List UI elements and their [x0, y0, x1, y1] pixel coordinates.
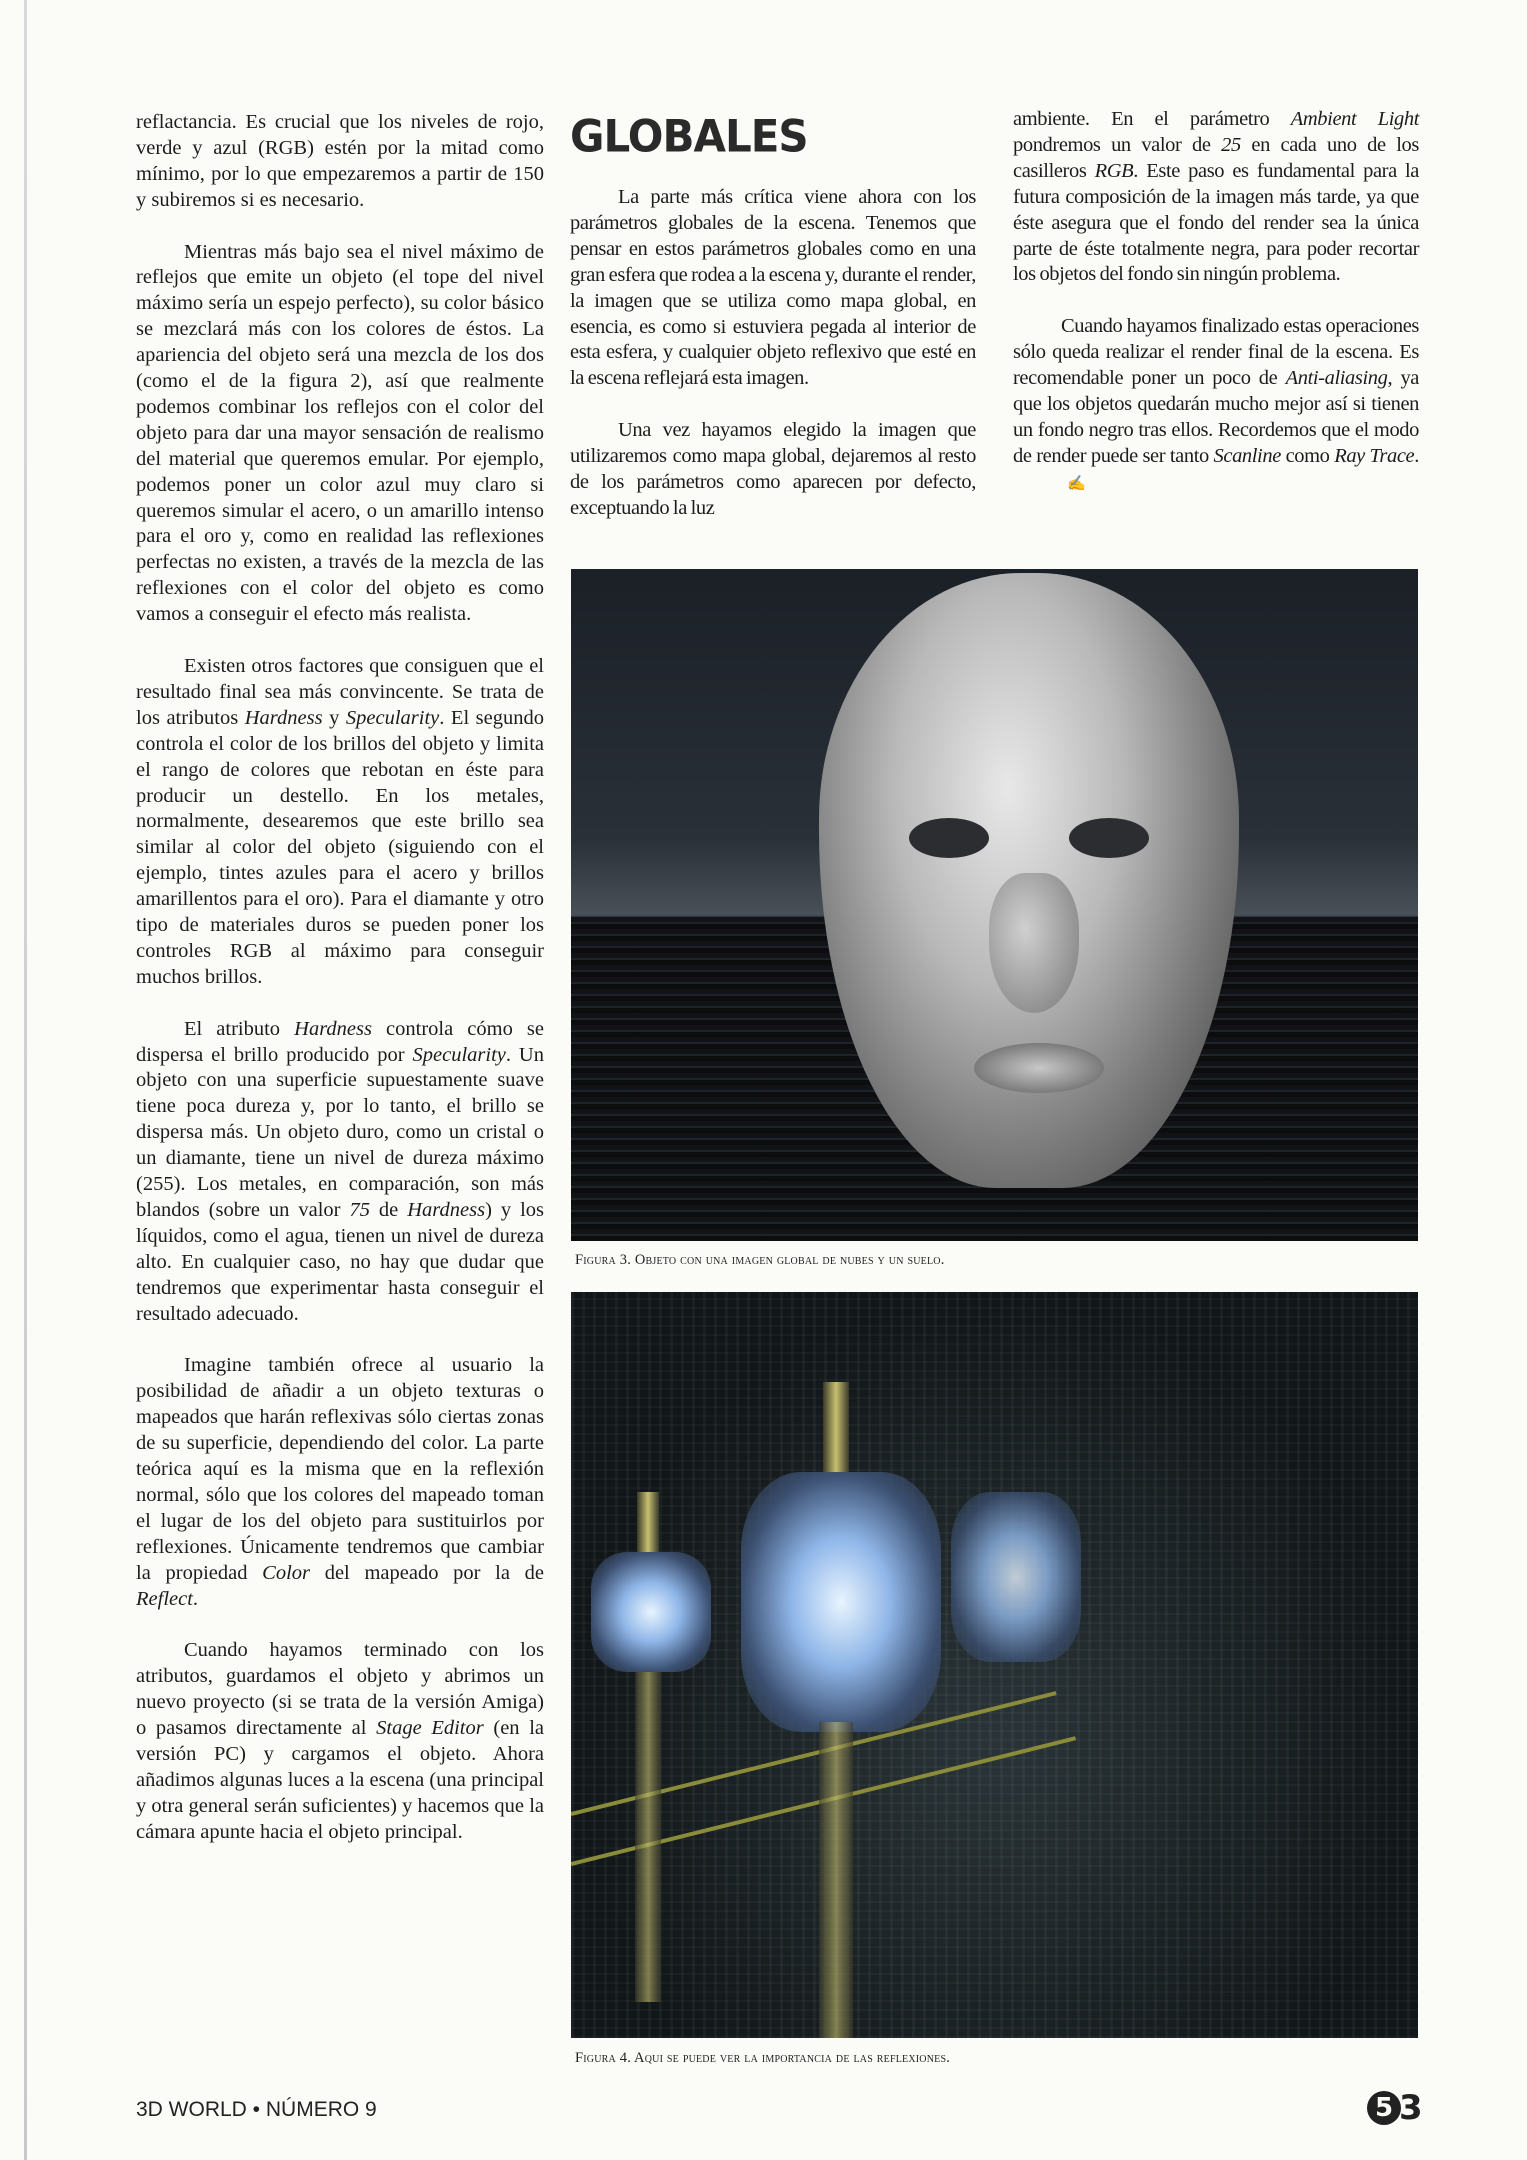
text-run: ) y los líquidos, como el agua, tienen un nivel de dureza alto. En cualquier caso, no hay que dudar que tendremos que experimentar hasta conseguir el resultado adecuado. [136, 1199, 544, 1325]
page-number-rest: 3 [1399, 2088, 1423, 2128]
text-run: de [369, 1199, 408, 1222]
italic-term: Reflect [136, 1587, 193, 1610]
text-run: . Un objeto con una superficie supuestamente suave tiene poca dureza y, por lo tanto, el brillo se dispersa más. Un objeto duro, como un cristal o un diamante, tiene un nivel de dureza máximo (255). Los metales, en comparación, son más blandos (sobre un valor [136, 1043, 544, 1222]
column-left [136, 110, 544, 1872]
text-run: ambiente. En el parámetro [1013, 108, 1291, 130]
right-eye [1069, 818, 1149, 858]
column-right [1013, 107, 1419, 523]
mouth [974, 1043, 1104, 1093]
text-run: reflactancia. Es crucial que los niveles de rojo, verde y azul (RGB) estén por la mitad como mínimo, por lo que empezaremos a partir de 150 y subiremos si es necesario. [136, 111, 544, 211]
text-run: . El segundo controla el color de los brillos del objeto y limita el rango de colores que rebotan en éste para producir un destello. En los metales, normalmente, desearemos que este brillo sea similar al color del objeto (siguiendo con el ejemplo, tintes azules para el acero y brillos amarillentos para el oro). Para el diamante y otro tipo de materiales duros se pueden poner los controles RGB al máximo para conseguir muchos brillos. [136, 706, 545, 988]
text-run: pondremos un valor de [1013, 133, 1222, 156]
italic-term: Hardness [407, 1199, 486, 1222]
page-number-circle: 5 [1367, 2091, 1401, 2125]
paragraph [136, 1017, 544, 1328]
italic-term: Color [262, 1561, 311, 1584]
italic-term: Specularity [412, 1043, 506, 1066]
tower-stem [635, 1672, 661, 2002]
section-heading: GLOBALES [570, 110, 808, 163]
text-run: . Este paso es fundamental para la futura composición de la imagen más tarde, ya que éste asegura que el fondo del render sea la única parte de éste totalmente negra, para poder recortar los objetos del fondo sin ningún problema. [1013, 159, 1419, 286]
text-run: Cuando hayamos terminado con los atributos, guardamos el objeto y abrimos un nuevo proyecto (si se trata de la versión Amiga) o pasamos directamente al [136, 1639, 544, 1740]
text-run: (en la versión PC) y cargamos el objeto. Ahora añadimos algunas luces a la escena (una principal y otra general serán suficientes) y hacemos que la cámara apunte hacia el objeto principal. [136, 1717, 544, 1843]
column-middle [570, 185, 976, 548]
text-run: Imagine también ofrece al usuario la posibilidad de añadir a un objeto texturas o mapeados que harán reflexivas sólo ciertas zonas de su superficie, dependiendo del color. La parte teórica aquí es la misma que en la reflexión normal, sólo que los colores del mapeado toman el lugar de los del objeto para sustituirlos por reflexiones. Únicamente tendremos que cambiar la propiedad [136, 1354, 544, 1584]
paragraph [136, 654, 544, 991]
background-texture [571, 1292, 1418, 2038]
scan-edge [24, 0, 27, 2160]
nose [989, 873, 1079, 1013]
footer-magazine: 3D WORLD • NÚMERO 9 [136, 2098, 377, 2121]
figure-4-image [571, 1292, 1418, 2038]
figure-3-image [571, 569, 1418, 1241]
figure-3-caption: Figura 3. Objeto con una imagen global de nubes y un suelo. [575, 1252, 945, 1268]
italic-term: Ray Trace [1334, 444, 1415, 467]
paragraph [570, 418, 976, 522]
pen-hand-icon: ✍ [1067, 475, 1086, 492]
italic-term: Anti-aliasing [1285, 367, 1388, 390]
text-run: Una vez hayamos elegido la imagen que utilizaremos como mapa global, dejaremos al resto de los parámetros como aparecen por defecto, exceptuando la luz [570, 419, 976, 519]
glowing-pod [591, 1552, 711, 1672]
tower-stem [819, 1722, 853, 2038]
italic-term: Ambient Light [1290, 108, 1419, 130]
italic-term: 25 [1221, 133, 1241, 156]
text-run: . [192, 1587, 199, 1610]
paragraph [136, 1638, 544, 1845]
paragraph [136, 110, 544, 214]
italic-term: Stage Editor [376, 1717, 484, 1740]
mask-face [819, 573, 1239, 1188]
page-number [1367, 2088, 1423, 2128]
text-run: , ya que los objetos quedarán mucho mejor así si tienen un fondo negro tras ellos. Recordemos que el modo de render puede ser tanto [1013, 367, 1419, 467]
paragraph [570, 185, 976, 392]
text-run: del mapeado por la de [310, 1561, 544, 1584]
text-run: El atributo [184, 1017, 295, 1040]
paragraph [1013, 314, 1419, 497]
text-run: en cada uno de los casilleros [1013, 133, 1419, 182]
text-run: La parte más crítica viene ahora con los parámetros globales de la escena. Tenemos que pensar en estos parámetros globales como en una gran esfera que rodea a la escena y, durante el render, la imagen que se utiliza como mapa global, en esencia, es como si estuviera pegada al interior de esta esfera, y cualquier objeto reflexivo que esté en la escena reflejará esta imagen. [570, 186, 976, 390]
text-run: Cuando hayamos finalizado estas operaciones sólo queda realizar el render final de la escena. Es recomendable poner un poco de [1013, 315, 1419, 390]
italic-term: Hardness [294, 1017, 372, 1040]
left-eye [909, 818, 989, 858]
italic-term: Scanline [1213, 444, 1281, 467]
italic-term: Specularity [345, 706, 440, 729]
paragraph [1013, 107, 1419, 288]
text-run: Existen otros factores que consiguen que el resultado final sea más convincente. Se trata de los atributos [136, 655, 544, 729]
text-run: y [322, 706, 346, 729]
text-run: Mientras más bajo sea el nivel máximo de reflejos que emite un objeto (el tope del nivel máximo sería un espejo perfecto), su color básico se mezclará más con los colores de éstos. La apariencia del objeto será una mezcla de los dos (como el de la figura 2), así que realmente podemos combinar los reflejos con el color del objeto para dar una mayor sensación de realismo del material que queremos emular. Por ejemplo, podemos poner un color azul muy claro si queremos simular el acero, o un amarillo intenso para el oro y, como en realidad las reflexiones perfectas no existen, a través de la mezcla de las reflexiones con el color del objeto es como vamos a conseguir el efecto más realista. [136, 240, 544, 626]
italic-term: Hardness [244, 706, 323, 729]
glowing-pod [741, 1472, 941, 1732]
paragraph [136, 1353, 544, 1612]
figure-4-caption: Figura 4. Aqui se puede ver la importancia de las reflexiones. [575, 2050, 951, 2066]
text-run: controla cómo se dispersa el brillo producido por [136, 1017, 544, 1066]
text-run: . [1414, 444, 1419, 467]
text-run: como [1280, 444, 1335, 467]
italic-term: RGB [1094, 159, 1134, 182]
glowing-pod [951, 1492, 1081, 1662]
paragraph [136, 240, 544, 629]
italic-term: 75 [349, 1199, 370, 1222]
